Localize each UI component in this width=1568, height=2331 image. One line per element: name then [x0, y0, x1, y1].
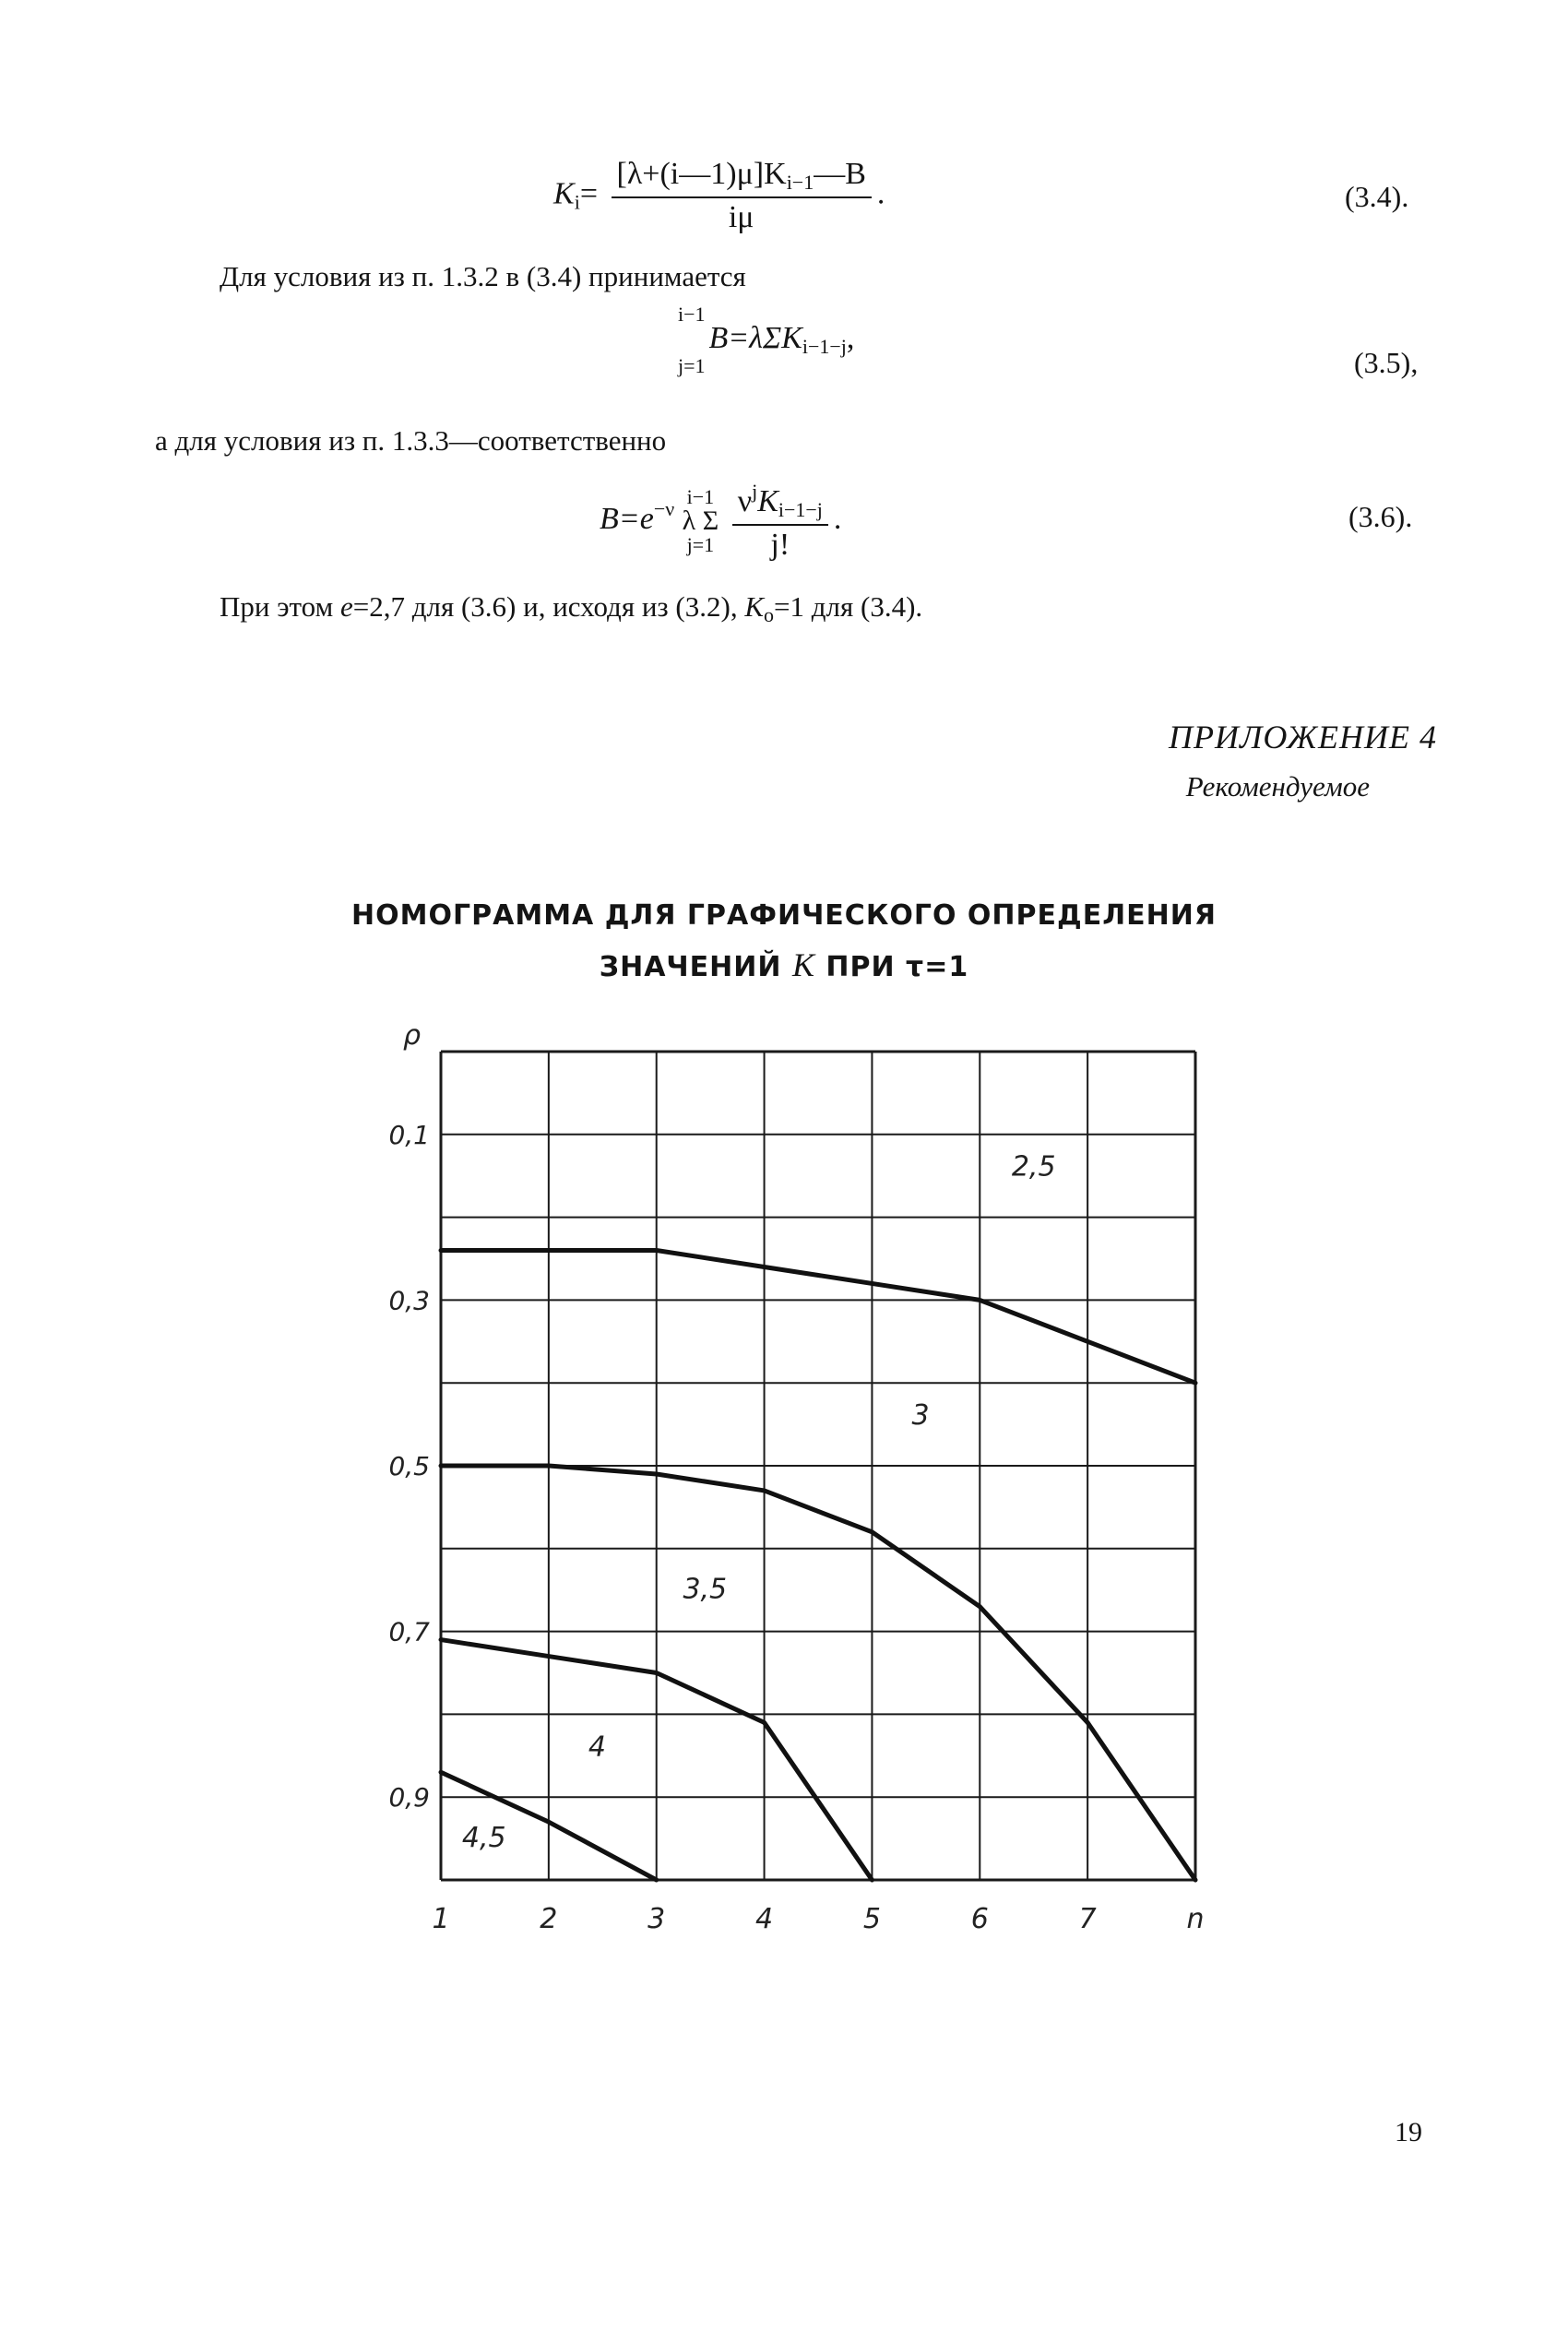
paragraph-line-2: а для условия из п. 1.3.3—соответственно — [155, 424, 667, 457]
line3-e: e — [339, 590, 353, 623]
curve-label: 2,5 — [1011, 1150, 1056, 1183]
eq34-num-sub: i−1 — [786, 171, 814, 194]
eq36-e-sup: −ν — [653, 496, 675, 520]
eq36-lambda: λ — [682, 505, 696, 536]
x-tick-label: 7 — [1078, 1903, 1097, 1935]
y-tick-label: 0,9 — [388, 1782, 430, 1814]
eq36-sigma: Σ — [702, 505, 719, 536]
curve-line — [441, 1251, 1195, 1384]
figure-title-k: K — [791, 946, 815, 983]
eq36-lower: j=1 — [686, 533, 715, 556]
curve-label: 4,5 — [461, 1822, 506, 1855]
figure-title-line-1: НОМОГРАММА ДЛЯ ГРАФИЧЕСКОГО ОПРЕДЕЛЕНИЯ — [351, 899, 1217, 932]
eq35-tail: , — [846, 320, 855, 355]
line3-k: K — [744, 590, 765, 623]
curve-label: 4 — [588, 1730, 606, 1764]
eq35-sub: i−1−j — [802, 334, 847, 358]
eq34-num-tail: —B — [814, 157, 866, 191]
x-tick-label: 2 — [540, 1903, 558, 1935]
equation-number-3-4: (3.4). — [1345, 180, 1409, 213]
curve-label: 3,5 — [683, 1573, 728, 1606]
eq34-lhs-sub: i — [574, 190, 580, 214]
x-tick-label: 6 — [970, 1903, 989, 1935]
line3-b: =2,7 для (3.6) и, исходя из (3.2), — [352, 590, 745, 623]
eq34-lhs: K — [553, 176, 575, 211]
eq36-upper: i−1 — [686, 485, 715, 508]
equation-number-3-5: (3.5), — [1354, 346, 1419, 379]
appendix-subtitle: Рекомендуемое — [1185, 770, 1370, 803]
eq36-denominator: j! — [770, 528, 790, 562]
eq34-denominator: iμ — [728, 200, 754, 234]
line3-a: При этом — [220, 590, 340, 623]
eq35-lower: j=1 — [678, 354, 706, 377]
y-axis-label: ρ — [402, 1019, 421, 1052]
eq36-lhs: B=e — [600, 501, 654, 536]
page-number: 19 — [1395, 2117, 1422, 2147]
eq36-k: K — [757, 484, 778, 518]
y-tick-label: 0,7 — [388, 1616, 430, 1647]
eq35-body: B=λΣK — [708, 320, 802, 355]
curve-label: 3 — [911, 1399, 930, 1433]
eq34-tail: . — [876, 176, 885, 211]
eq36-nu-sup: j — [752, 480, 758, 503]
y-tick-label: 0,3 — [388, 1285, 430, 1316]
chart-series — [441, 1251, 1195, 1880]
line3-c: =1 для (3.4). — [774, 590, 923, 623]
x-tick-label: 5 — [862, 1903, 881, 1935]
y-tick-label: 0,5 — [388, 1451, 430, 1481]
x-tick-label: n — [1186, 1903, 1205, 1935]
eq35-upper: i−1 — [678, 303, 706, 326]
figure-title-part-b: ПРИ τ=1 — [814, 951, 969, 983]
curve-line — [441, 1466, 1195, 1880]
eq36-k-sub: i−1−j — [778, 498, 823, 521]
x-tick-label: 4 — [755, 1903, 774, 1935]
x-tick-label: 1 — [432, 1903, 450, 1935]
x-tick-label: 3 — [647, 1903, 666, 1935]
eq34-eq: = — [579, 176, 598, 211]
appendix-title: ПРИЛОЖЕНИЕ 4 — [1169, 719, 1437, 755]
line3-ksub: o — [764, 603, 775, 626]
eq34-num-main: [λ+(i—1)μ]K — [616, 157, 787, 191]
figure-title-part-a: ЗНАЧЕНИЙ — [599, 951, 792, 983]
equation-number-3-6: (3.6). — [1348, 500, 1413, 533]
eq36-tail: . — [833, 501, 842, 536]
paragraph-line-1: Для условия из п. 1.3.2 в (3.4) принимается — [220, 260, 746, 292]
y-tick-label: 0,1 — [388, 1119, 430, 1150]
eq36-nu: ν — [737, 484, 753, 518]
